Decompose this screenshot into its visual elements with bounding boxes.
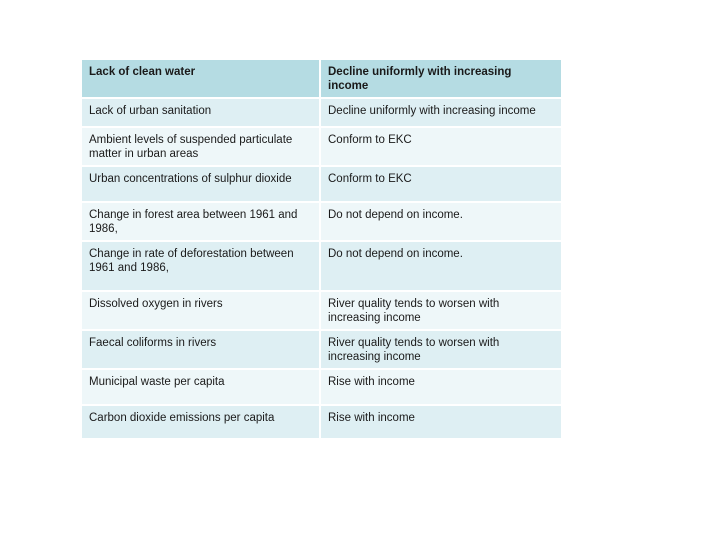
relationship-cell: Do not depend on income. <box>320 202 562 241</box>
indicator-cell: Carbon dioxide emissions per capita <box>82 405 320 439</box>
table-row <box>82 405 562 439</box>
indicator-cell: Faecal coliforms in rivers <box>82 330 320 369</box>
indicator-cell: Lack of urban sanitation <box>82 98 320 127</box>
relationship-cell: Conform to EKC <box>320 127 562 166</box>
table-row <box>82 98 562 127</box>
indicator-cell: Change in rate of deforestation between 1961 and 1986, <box>82 241 320 291</box>
table-row <box>82 127 562 166</box>
relationship-cell: Decline uniformly with increasing income <box>320 98 562 127</box>
relationship-cell: Do not depend on income. <box>320 241 562 291</box>
relationship-cell: Conform to EKC <box>320 166 562 202</box>
relationship-cell: River quality tends to worsen with increasing income <box>320 291 562 330</box>
header-cell-relationship: Decline uniformly with increasing income <box>320 60 562 98</box>
indicators-table <box>82 60 563 440</box>
relationship-cell: Rise with income <box>320 405 562 439</box>
indicator-cell: Change in forest area between 1961 and 1986, <box>82 202 320 241</box>
table-header-row <box>82 60 562 98</box>
indicator-cell: Municipal waste per capita <box>82 369 320 405</box>
table-row <box>82 291 562 330</box>
relationship-cell: Rise with income <box>320 369 562 405</box>
indicator-cell: Dissolved oxygen in rivers <box>82 291 320 330</box>
table-row <box>82 241 562 291</box>
relationship-cell: River quality tends to worsen with increasing income <box>320 330 562 369</box>
indicator-cell: Urban concentrations of sulphur dioxide <box>82 166 320 202</box>
table-row <box>82 166 562 202</box>
header-cell-indicator: Lack of clean water <box>82 60 320 98</box>
table-row <box>82 330 562 369</box>
indicator-cell: Ambient levels of suspended particulate matter in urban areas <box>82 127 320 166</box>
table-row <box>82 202 562 241</box>
table-row <box>82 369 562 405</box>
